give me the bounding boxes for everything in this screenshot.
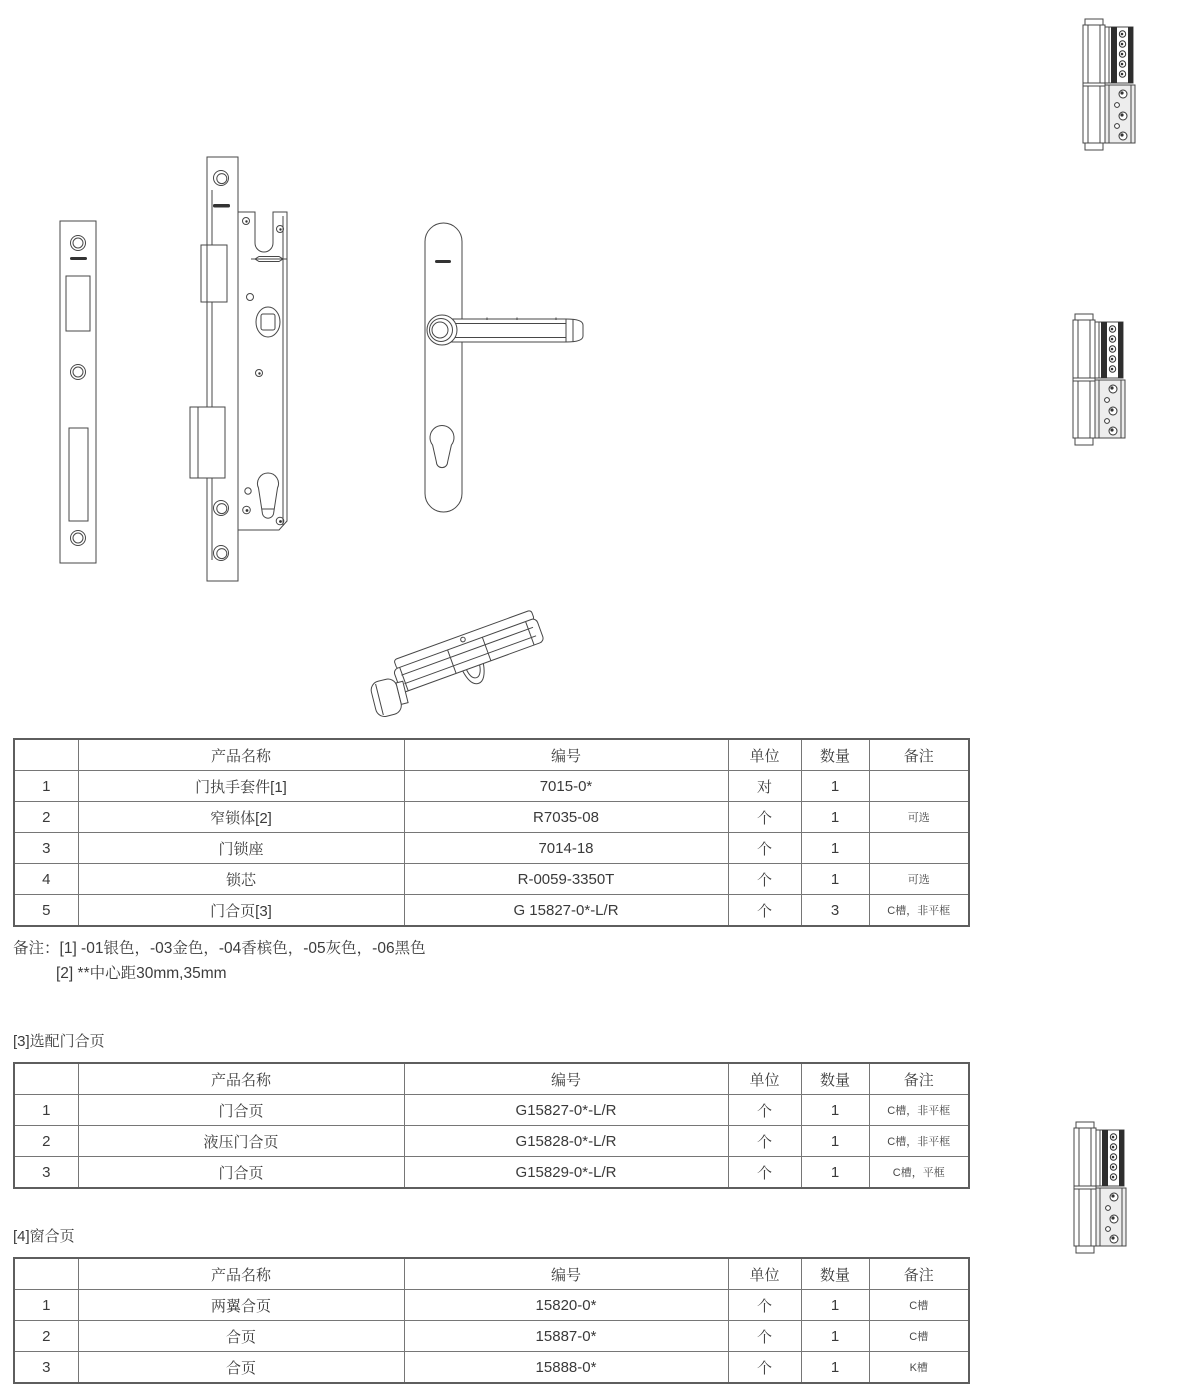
cell-remark: C槽，非平框 <box>869 1095 969 1126</box>
cell-unit: 个 <box>728 833 801 864</box>
cell-unit: 个 <box>728 864 801 895</box>
cell-part-number: 7015-0* <box>404 771 728 802</box>
cell-qty: 1 <box>801 1321 869 1352</box>
cell-qty: 1 <box>801 864 869 895</box>
header-part-number: 编号 <box>404 739 728 771</box>
cell-product-name: 液压门合页 <box>78 1126 404 1157</box>
cell-product-name: 合页 <box>78 1321 404 1352</box>
header-product-name: 产品名称 <box>78 1258 404 1290</box>
cell-product-name: 门合页[3] <box>78 895 404 927</box>
table-row <box>14 864 969 895</box>
window-hinge-table <box>13 1257 968 1384</box>
remark-line <box>13 962 426 987</box>
cell-product-name: 门执手套件[1] <box>78 771 404 802</box>
cell-qty: 1 <box>801 802 869 833</box>
cell-remark <box>869 771 969 802</box>
header-unit: 单位 <box>728 739 801 771</box>
table-row <box>14 1126 969 1157</box>
cell-unit: 个 <box>728 1321 801 1352</box>
cell-index: 1 <box>14 1290 78 1321</box>
profile-cylinder-drawing <box>361 609 551 721</box>
brand-mark-icon <box>70 257 87 260</box>
table-row <box>14 1321 969 1352</box>
cell-product-name: 门锁座 <box>78 833 404 864</box>
table-header-row <box>14 1258 969 1290</box>
header-qty: 数量 <box>801 1063 869 1095</box>
cell-part-number: 15820-0* <box>404 1290 728 1321</box>
brand-mark-icon <box>435 260 451 263</box>
header-unit: 单位 <box>728 1258 801 1290</box>
cell-part-number: G15827-0*-L/R <box>404 1095 728 1126</box>
mortise-lock-body-drawing <box>190 157 287 581</box>
cell-remark <box>869 833 969 864</box>
strike-plate-drawing <box>60 221 96 563</box>
header-part-number: 编号 <box>404 1258 728 1290</box>
cell-product-name: 合页 <box>78 1352 404 1384</box>
table-row <box>14 833 969 864</box>
table-row <box>14 895 969 927</box>
cell-qty: 1 <box>801 771 869 802</box>
cell-index: 2 <box>14 802 78 833</box>
cell-index: 1 <box>14 771 78 802</box>
cell-part-number: 15887-0* <box>404 1321 728 1352</box>
header-index <box>14 1258 78 1290</box>
header-remark: 备注 <box>869 1258 969 1290</box>
cell-remark: 可选 <box>869 802 969 833</box>
door-hinge-table <box>13 1062 968 1189</box>
cell-part-number: 15888-0* <box>404 1352 728 1384</box>
cell-index: 3 <box>14 1352 78 1384</box>
section-title-door-hinges: [3]选配门合页 <box>13 1033 105 1050</box>
cell-index: 1 <box>14 1095 78 1126</box>
remark-line <box>13 937 426 962</box>
header-product-name: 产品名称 <box>78 1063 404 1095</box>
cell-unit: 个 <box>728 802 801 833</box>
cell-part-number: R7035-08 <box>404 802 728 833</box>
cell-unit: 个 <box>728 1126 801 1157</box>
cell-remark: C槽，非平框 <box>869 1126 969 1157</box>
cell-index: 5 <box>14 895 78 927</box>
header-product-name: 产品名称 <box>78 739 404 771</box>
cell-qty: 1 <box>801 833 869 864</box>
brand-mark-icon <box>213 204 230 208</box>
header-part-number: 编号 <box>404 1063 728 1095</box>
header-qty: 数量 <box>801 739 869 771</box>
cell-part-number: R-0059-3350T <box>404 864 728 895</box>
cell-index: 2 <box>14 1321 78 1352</box>
cell-product-name: 锁芯 <box>78 864 404 895</box>
cell-unit: 个 <box>728 895 801 927</box>
header-remark: 备注 <box>869 1063 969 1095</box>
cell-product-name: 两翼合页 <box>78 1290 404 1321</box>
cell-qty: 1 <box>801 1126 869 1157</box>
door-hinge-drawing-middle <box>1073 314 1125 445</box>
cell-unit: 个 <box>728 1352 801 1384</box>
remark-text: [2] **中心距30mm,35mm <box>56 964 227 982</box>
cell-remark: C槽 <box>869 1290 969 1321</box>
table-row <box>14 1095 969 1126</box>
table-header-row <box>14 739 969 771</box>
cell-remark: C槽，非平框 <box>869 895 969 927</box>
cell-unit: 对 <box>728 771 801 802</box>
table-row <box>14 771 969 802</box>
handle-plate-lever-drawing <box>425 223 583 512</box>
cell-product-name: 窄锁体[2] <box>78 802 404 833</box>
cell-index: 4 <box>14 864 78 895</box>
door-hinge-drawing-bottom <box>1074 1122 1126 1253</box>
table-header-row <box>14 1063 969 1095</box>
cell-remark: C槽 <box>869 1321 969 1352</box>
remarks <box>13 937 426 987</box>
cell-qty: 1 <box>801 1095 869 1126</box>
cell-index: 3 <box>14 833 78 864</box>
header-remark: 备注 <box>869 739 969 771</box>
header-qty: 数量 <box>801 1258 869 1290</box>
cell-part-number: G15828-0*-L/R <box>404 1126 728 1157</box>
cell-unit: 个 <box>728 1290 801 1321</box>
cell-product-name: 门合页 <box>78 1095 404 1126</box>
door-hinge-drawing-top <box>1083 19 1135 150</box>
remark-text: [1] -01银色，-03金色，-04香槟色，-05灰色，-06黑色 <box>59 940 426 957</box>
cell-qty: 1 <box>801 1290 869 1321</box>
cell-index: 3 <box>14 1157 78 1189</box>
header-unit: 单位 <box>728 1063 801 1095</box>
cell-part-number: G 15827-0*-L/R <box>404 895 728 927</box>
main-parts-table <box>13 738 968 927</box>
header-index <box>14 1063 78 1095</box>
cell-part-number: 7014-18 <box>404 833 728 864</box>
cell-remark: C槽，平框 <box>869 1157 969 1189</box>
cell-qty: 1 <box>801 1352 869 1384</box>
cell-product-name: 门合页 <box>78 1157 404 1189</box>
cell-qty: 1 <box>801 1157 869 1189</box>
cell-remark: K槽 <box>869 1352 969 1384</box>
cell-unit: 个 <box>728 1157 801 1189</box>
table-row <box>14 1352 969 1384</box>
cell-unit: 个 <box>728 1095 801 1126</box>
table-row <box>14 802 969 833</box>
table-row <box>14 1157 969 1189</box>
table-row <box>14 1290 969 1321</box>
section-title-window-hinges: [4]窗合页 <box>13 1228 75 1245</box>
cell-remark: 可选 <box>869 864 969 895</box>
cell-part-number: G15829-0*-L/R <box>404 1157 728 1189</box>
cell-index: 2 <box>14 1126 78 1157</box>
header-index <box>14 739 78 771</box>
remark-label: 备注： <box>13 940 60 957</box>
cell-qty: 3 <box>801 895 869 927</box>
